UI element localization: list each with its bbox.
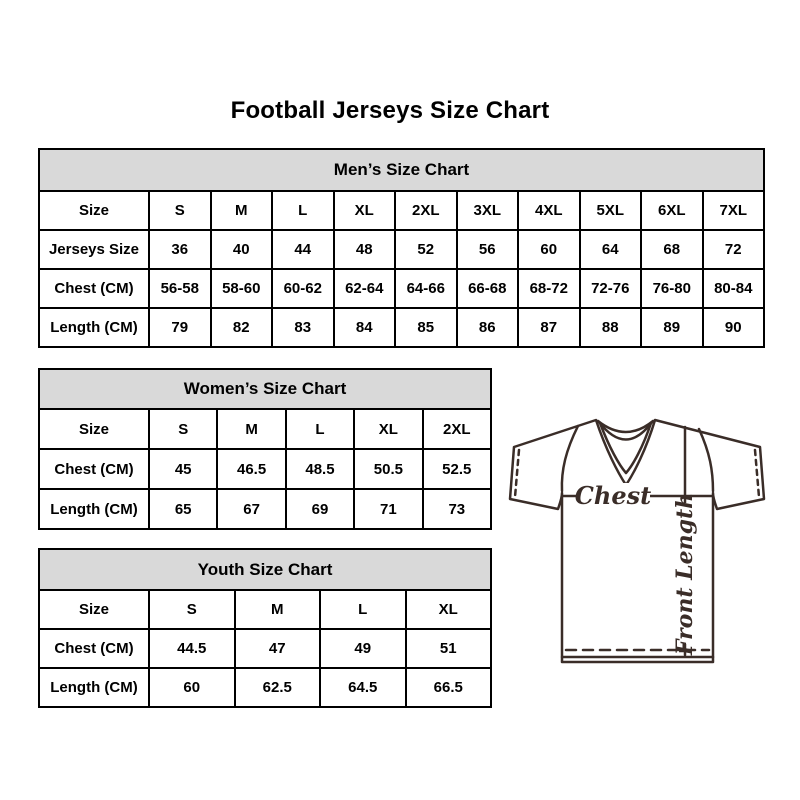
- cell-value: 48: [334, 230, 396, 269]
- left-cuff-dashed-seam: [515, 450, 519, 497]
- youth-size-table: [38, 548, 492, 708]
- cell-value: 2XL: [395, 191, 457, 230]
- cell-value: XL: [354, 409, 422, 449]
- table-row: [39, 191, 764, 230]
- cell-value: 60: [518, 230, 580, 269]
- row-label: Chest (CM): [39, 629, 149, 668]
- table-title: Men’s Size Chart: [39, 149, 764, 191]
- cell-value: 80-84: [703, 269, 765, 308]
- cell-value: M: [235, 590, 321, 629]
- cell-value: 89: [641, 308, 703, 347]
- row-label: Jerseys Size: [39, 230, 149, 269]
- table-title: Youth Size Chart: [39, 549, 491, 590]
- cell-value: 4XL: [518, 191, 580, 230]
- cell-value: 6XL: [641, 191, 703, 230]
- cell-value: XL: [406, 590, 492, 629]
- cell-value: 45: [149, 449, 217, 489]
- row-label: Size: [39, 590, 149, 629]
- table-row: [39, 590, 491, 629]
- cell-value: 36: [149, 230, 211, 269]
- table-row: [39, 668, 491, 707]
- cell-value: M: [217, 409, 285, 449]
- cell-value: 72-76: [580, 269, 642, 308]
- table-title-row: [39, 549, 491, 590]
- right-cuff-dashed-seam: [755, 450, 759, 497]
- cell-value: 51: [406, 629, 492, 668]
- table-title-row: [39, 369, 491, 409]
- row-label: Size: [39, 409, 149, 449]
- cell-value: 62.5: [235, 668, 321, 707]
- cell-value: 60: [149, 668, 235, 707]
- cell-value: 85: [395, 308, 457, 347]
- cell-value: 46.5: [217, 449, 285, 489]
- cell-value: 73: [423, 489, 491, 529]
- table-row: [39, 409, 491, 449]
- cell-value: 66.5: [406, 668, 492, 707]
- cell-value: 79: [149, 308, 211, 347]
- row-label: Chest (CM): [39, 449, 149, 489]
- cell-value: 88: [580, 308, 642, 347]
- chest-label: Chest: [574, 481, 652, 510]
- cell-value: L: [320, 590, 406, 629]
- row-label: Size: [39, 191, 149, 230]
- cell-value: 86: [457, 308, 519, 347]
- page-title: Football Jerseys Size Chart: [230, 97, 550, 124]
- cell-value: 76-80: [641, 269, 703, 308]
- cell-value: 83: [272, 308, 334, 347]
- table-row: [39, 489, 491, 529]
- table-title-row: [39, 149, 764, 191]
- cell-value: 47: [235, 629, 321, 668]
- cell-value: 50.5: [354, 449, 422, 489]
- cell-value: 56-58: [149, 269, 211, 308]
- cell-value: 7XL: [703, 191, 765, 230]
- cell-value: 87: [518, 308, 580, 347]
- cell-value: 65: [149, 489, 217, 529]
- cell-value: 64-66: [395, 269, 457, 308]
- cell-value: 67: [217, 489, 285, 529]
- cell-value: 71: [354, 489, 422, 529]
- table-row: [39, 449, 491, 489]
- cell-value: 68-72: [518, 269, 580, 308]
- cell-value: 64: [580, 230, 642, 269]
- mens-size-table: [38, 148, 765, 348]
- cell-value: 2XL: [423, 409, 491, 449]
- cell-value: 40: [211, 230, 273, 269]
- table-row: [39, 629, 491, 668]
- row-label: Length (CM): [39, 489, 149, 529]
- cell-value: 56: [457, 230, 519, 269]
- row-label: Length (CM): [39, 308, 149, 347]
- cell-value: S: [149, 590, 235, 629]
- cell-value: 58-60: [211, 269, 273, 308]
- cell-value: XL: [334, 191, 396, 230]
- row-label: Chest (CM): [39, 269, 149, 308]
- cell-value: 48.5: [286, 449, 354, 489]
- cell-value: S: [149, 191, 211, 230]
- cell-value: 68: [641, 230, 703, 269]
- cell-value: 66-68: [457, 269, 519, 308]
- front-length-label: Front Length: [672, 492, 698, 656]
- table-row: [39, 230, 764, 269]
- cell-value: 5XL: [580, 191, 642, 230]
- jersey-measurement-diagram: [498, 405, 778, 675]
- cell-value: 52.5: [423, 449, 491, 489]
- cell-value: L: [286, 409, 354, 449]
- cell-value: 49: [320, 629, 406, 668]
- table-row: [39, 308, 764, 347]
- cell-value: 82: [211, 308, 273, 347]
- row-label: Length (CM): [39, 668, 149, 707]
- cell-value: 62-64: [334, 269, 396, 308]
- cell-value: S: [149, 409, 217, 449]
- cell-value: M: [211, 191, 273, 230]
- cell-value: 72: [703, 230, 765, 269]
- cell-value: 44.5: [149, 629, 235, 668]
- right-armhole-seam: [699, 429, 713, 491]
- cell-value: 69: [286, 489, 354, 529]
- cell-value: L: [272, 191, 334, 230]
- cell-value: 3XL: [457, 191, 519, 230]
- cell-value: 44: [272, 230, 334, 269]
- womens-size-table: [38, 368, 492, 530]
- cell-value: 60-62: [272, 269, 334, 308]
- table-row: [39, 269, 764, 308]
- table-title: Women’s Size Chart: [39, 369, 491, 409]
- cell-value: 52: [395, 230, 457, 269]
- cell-value: 84: [334, 308, 396, 347]
- cell-value: 64.5: [320, 668, 406, 707]
- cell-value: 90: [703, 308, 765, 347]
